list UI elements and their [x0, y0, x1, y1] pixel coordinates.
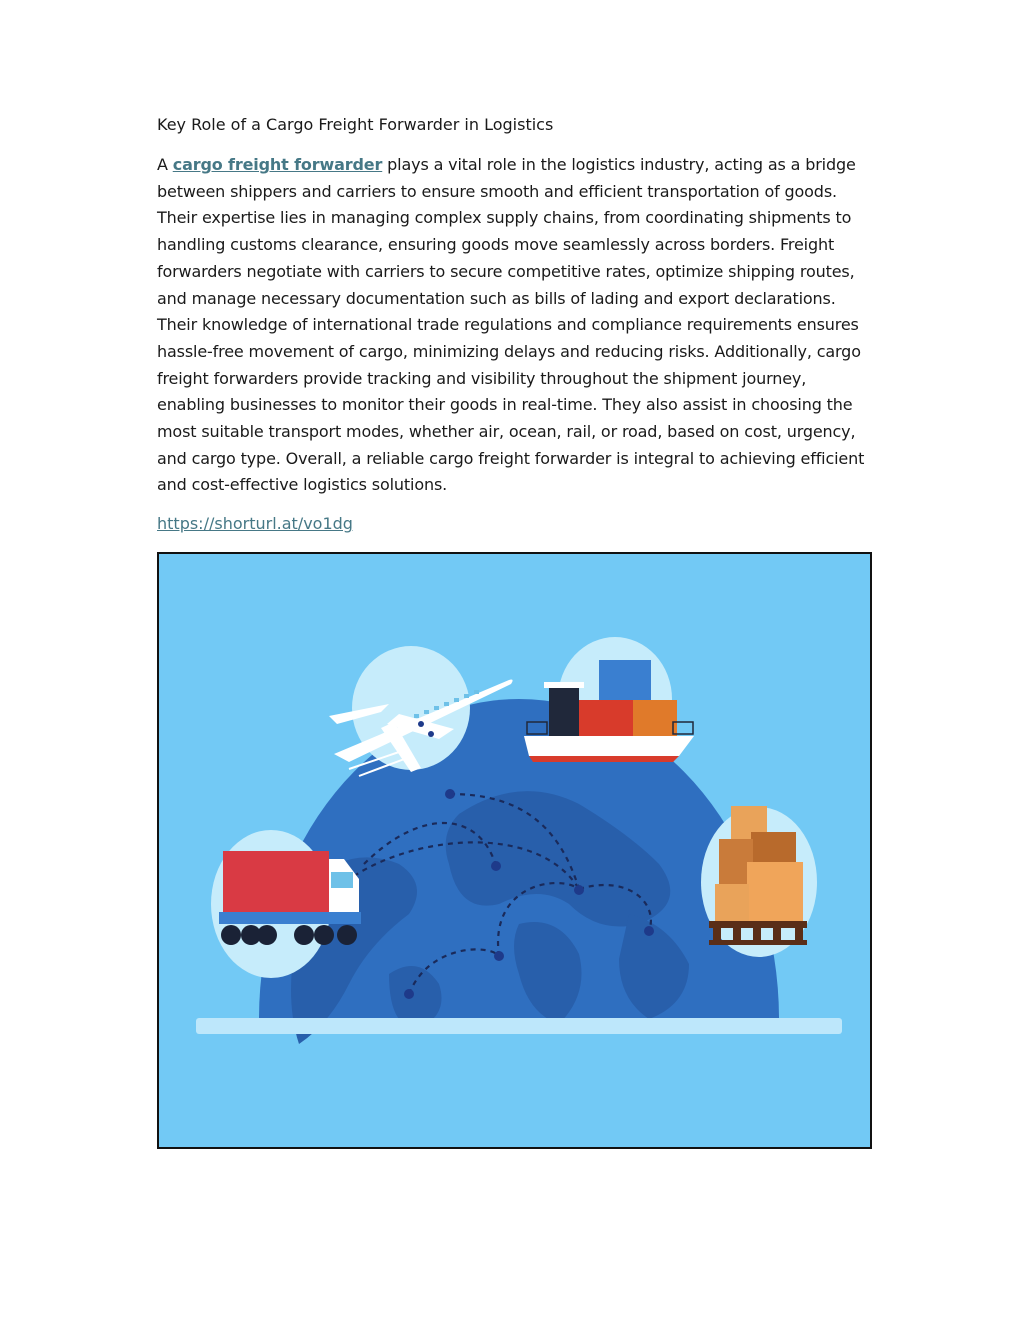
ground-bar — [196, 1018, 842, 1034]
cargo-ship-icon — [524, 637, 694, 762]
paragraph-text: plays a vital role in the logistics industry, acting as a bridge between shippers and carriers to ensure smooth and efficient transportation of goods. Their expertise lies in managing complex supply chains, from coordinating shipments to handling customs clearance, ensuring goods move seamlessly across borders. Freight forwarders negotiate with carriers to secure competitive rates, optimize shipping routes, and manage necessary documentation such as bills of lading and export declarations. Their knowledge of international trade regulations and compliance requirements ensures hassle-free movement of cargo, minimizing delays and reducing risks. Additionally, cargo freight forwarders provide tracking and visibility throughout the shipment journey, enabling businesses to monitor their goods in real-time. They also assist in choosing the most suitable transport modes, whether air, ocean, rail, or road, based on cost, urgency, and cargo type. Overall, a reliable cargo freight forwarder is integral to achieving efficient and cost-effective logistics solutions. — [157, 155, 865, 495]
boxes-on-pallet-icon — [701, 806, 817, 957]
main-paragraph — [157, 152, 872, 499]
cargo-freight-forwarder-link[interactable]: cargo freight forwarder — [172, 155, 383, 174]
paragraph-prefix: A — [157, 155, 173, 174]
document-body — [157, 112, 872, 537]
document-title: Key Role of a Cargo Freight Forwarder in Logistics — [157, 115, 554, 134]
short-url-link[interactable]: https://shorturl.at/vo1dg — [157, 514, 353, 534]
logistics-illustration — [157, 552, 872, 1149]
illustration-svg — [159, 554, 870, 1147]
